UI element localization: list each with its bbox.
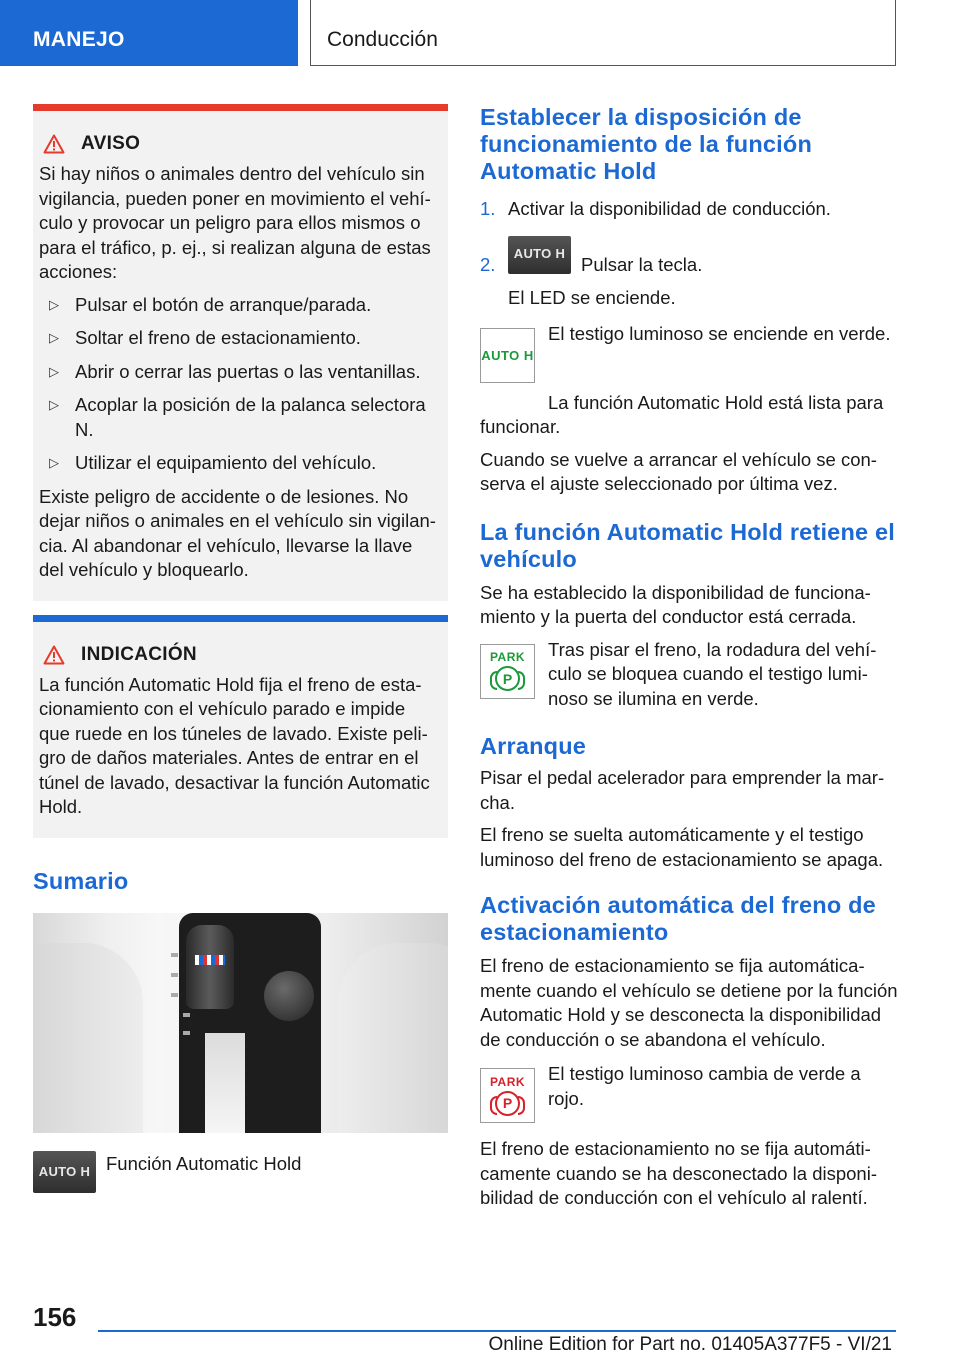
bullet-triangle-icon: ▷ xyxy=(49,296,59,312)
info-text: La función Automatic Hold fija el freno de estacionamiento con el vehículo parado e impide que ruede en los túneles de lavado. Existe peligro de daños materiales. Antes de entrar en el túnel de lavado, desactivar la función Automatic Hold. xyxy=(39,673,430,817)
park-lamp-block-green xyxy=(480,638,900,712)
activation-text-2: El freno de estacionamiento no se fija automáticamente cuando se ha desconectado la disponibilidad de conducción con el vehículo al ralentí. xyxy=(480,1138,878,1208)
activation-heading: Activación automática del freno de estacionamiento xyxy=(480,892,876,945)
step-item: 2. AUTO H Pulsar la tecla. xyxy=(480,236,900,278)
list-item: ▷ Soltar el freno de estacionamiento. xyxy=(49,326,440,351)
sumario-legend xyxy=(33,1151,448,1193)
section-tab xyxy=(0,0,298,66)
sumario-caption: Función Automatic Hold xyxy=(106,1152,302,1174)
autoh-lamp-text: El testigo luminoso se enciende en verde. xyxy=(548,322,891,344)
bullet-triangle-icon: ▷ xyxy=(49,397,59,412)
warning-outro: Existe peligro de accidente o de lesiones. No dejar niños o animales en el vehículo sin vigilancia. Al abandonar el vehículo, llevarse la llave del vehículo y bloquearlo. xyxy=(39,485,436,580)
restart-text: Cuando se vuelve a arrancar el vehículo se conserva el ajuste seleccionado por última vez. xyxy=(480,448,877,494)
list-item: ▷ Utilizar el equipamiento del vehículo. xyxy=(49,451,440,476)
park-green-indicator-icon: PARK P xyxy=(480,644,535,699)
seat-right-shape xyxy=(338,943,448,1133)
park-lamp-block-red xyxy=(480,1062,900,1123)
autoh-lamp-block xyxy=(480,322,900,383)
warning-title-row xyxy=(39,133,440,155)
autoh-ready-text: La función Automatic Hold está lista para funcionar. xyxy=(480,391,884,437)
info-title: INDICACIÓN xyxy=(81,643,197,665)
warning-box xyxy=(33,104,448,601)
retain-heading: La función Automatic Hold retiene el vehículo xyxy=(480,518,896,572)
step-item: 1. Activar la disponibilidad de conducción. xyxy=(480,198,831,219)
console-button-icon xyxy=(183,1031,190,1035)
console-button-icon xyxy=(171,973,178,977)
warning-intro: Si hay niños o animales dentro del vehículo sin vigilancia, pueden poner en movimiento el vehículo y provocar un peligro para ellos mismos o para el tráfico, p. ej., si realizan alguna de estas acciones: xyxy=(39,163,431,282)
bullet-triangle-icon: ▷ xyxy=(49,455,59,470)
list-item: ▷ Acoplar la posición de la palanca selectora N. xyxy=(49,393,440,442)
auto-h-button-icon: AUTO H xyxy=(33,1151,96,1193)
right-column xyxy=(480,104,900,1211)
controller-knob-icon xyxy=(264,971,314,1021)
console-button-icon xyxy=(171,993,178,997)
auto-h-button-icon: AUTO H xyxy=(508,236,571,274)
park-red-indicator-icon: PARK P xyxy=(480,1068,535,1123)
chapter-title: Conducción xyxy=(327,28,438,51)
gear-selector-icon xyxy=(186,925,234,1009)
center-console-photo xyxy=(33,913,448,1133)
activation-text-1: El freno de estacionamiento se fija automáticamente cuando el vehículo se detiene por la función Automatic Hold y se desconecta la disponibilidad de conducción o se abandona el vehículo. xyxy=(480,955,898,1050)
led-text: El LED se enciende. xyxy=(508,287,676,308)
retain-text: Se ha establecido la disponibilidad de funcionamiento y la puerta del conductor está cerrada. xyxy=(480,581,871,627)
bullet-triangle-icon: ▷ xyxy=(49,363,59,379)
arranque-text-1: Pisar el pedal acelerador para emprender la marcha. xyxy=(480,767,885,813)
console-tray-shape xyxy=(205,1033,245,1133)
warning-triangle-icon xyxy=(43,134,65,154)
console-button-icon xyxy=(171,953,178,957)
warning-triangle-icon xyxy=(43,645,65,665)
bullet-triangle-icon: ▷ xyxy=(49,330,59,345)
park-green-text: Tras pisar el freno, la rodadura del vehículo se bloquea cuando el testigo luminoso se ilumina en verde. xyxy=(548,638,877,709)
chapter-box xyxy=(310,0,896,66)
section-title: MANEJO xyxy=(33,28,125,51)
warning-bullets xyxy=(49,293,440,476)
arranque-text-2: El freno se suelta automáticamente y el testigo luminoso del freno de estacionamiento se apaga. xyxy=(480,824,884,870)
footer-edition: Online Edition for Part no. 01405A377F5 - VI/21 xyxy=(488,1334,892,1355)
info-box xyxy=(33,615,448,838)
info-title-row xyxy=(39,644,440,666)
seat-left-shape xyxy=(33,943,143,1133)
list-item: ▷ Pulsar el botón de arranque/parada. xyxy=(49,293,440,318)
arranque-heading: Arranque xyxy=(480,733,587,759)
left-column xyxy=(33,104,448,1193)
page-number: 156 xyxy=(33,1302,77,1332)
console-button-icon xyxy=(183,1013,190,1017)
warning-title: AVISO xyxy=(81,133,141,154)
auto-h-indicator-icon: AUTO H xyxy=(480,328,535,383)
sumario-heading: Sumario xyxy=(33,867,129,894)
list-item: ▷ Abrir o cerrar las puertas o las ventanillas. xyxy=(49,360,440,385)
footer-divider xyxy=(98,1330,896,1332)
park-red-text: El testigo luminoso cambia de verde a rojo. xyxy=(548,1063,861,1109)
establish-heading: Establecer la disposición de funcionamiento de la función Automatic Hold xyxy=(480,104,812,184)
